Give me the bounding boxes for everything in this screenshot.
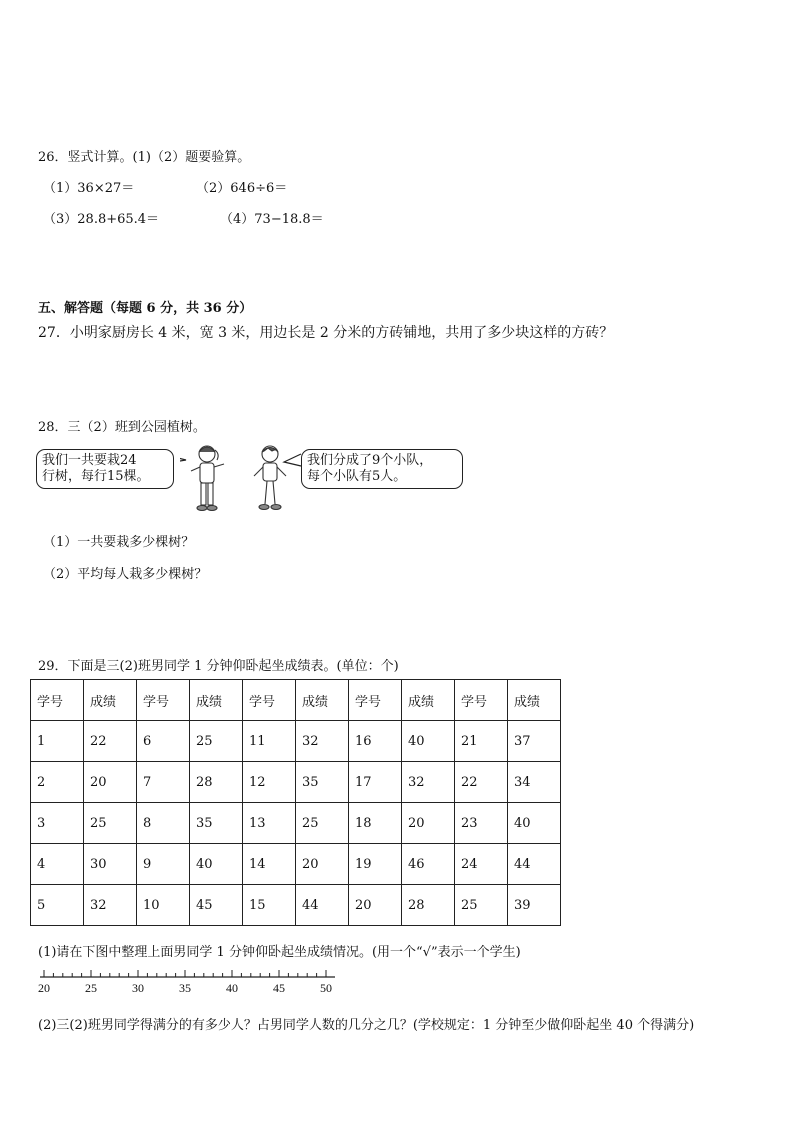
table-cell: 5: [31, 885, 84, 926]
table-cell: 4: [31, 844, 84, 885]
table-cell: 45: [190, 885, 243, 926]
table-cell: 20: [402, 803, 455, 844]
table-cell: 37: [508, 721, 561, 762]
table-header-cell: 学号: [455, 680, 508, 721]
table-cell: 25: [84, 803, 137, 844]
table-cell: 6: [137, 721, 190, 762]
table-cell: 32: [402, 762, 455, 803]
table-row: [31, 844, 561, 885]
table-cell: 23: [455, 803, 508, 844]
girl-figure: [191, 446, 224, 511]
table-row: [31, 721, 561, 762]
table-cell: 21: [455, 721, 508, 762]
table-header-cell: 成绩: [84, 680, 137, 721]
table-cell: 24: [455, 844, 508, 885]
table-header-cell: 学号: [137, 680, 190, 721]
table-cell: 14: [243, 844, 296, 885]
table-cell: 12: [243, 762, 296, 803]
section-5-heading: 五、解答题（每题 6 分，共 36 分）: [38, 301, 253, 316]
table-cell: 25: [455, 885, 508, 926]
question-28-title: 28．三（2）班到公园植树。: [38, 420, 206, 435]
q28-sub-question-1: （1）一共要栽多少棵树？: [43, 535, 195, 550]
table-cell: 19: [349, 844, 402, 885]
table-cell: 25: [296, 803, 349, 844]
bubble-right-line-1: 我们分成了9个小队，: [307, 453, 433, 468]
table-cell: 20: [296, 844, 349, 885]
table-cell: 16: [349, 721, 402, 762]
table-cell: 9: [137, 844, 190, 885]
bubble-left-tail: [180, 454, 186, 464]
table-row: [31, 762, 561, 803]
table-cell: 30: [84, 844, 137, 885]
table-cell: 28: [190, 762, 243, 803]
table-cell: 20: [349, 885, 402, 926]
children-illustration: [180, 440, 305, 520]
q29-sub-question-2: (2)三(2)班男同学得满分的有多少人？占男同学人数的几分之几？(学校规定：1 分钟至少做仰卧起坐 40 个得满分): [38, 1018, 695, 1033]
table-cell: 32: [296, 721, 349, 762]
table-header-cell: 成绩: [508, 680, 561, 721]
table-header-cell: 学号: [31, 680, 84, 721]
table-cell: 46: [402, 844, 455, 885]
table-cell: 22: [84, 721, 137, 762]
table-cell: 35: [296, 762, 349, 803]
number-line-ticks: [44, 970, 326, 977]
bubble-right-line-2: 每个小队有5人。: [307, 469, 407, 484]
speech-bubble-left: [36, 449, 174, 489]
table-header-row: [31, 680, 561, 721]
q29-sub-question-1: (1)请在下图中整理上面男同学 1 分钟仰卧起坐成绩情况。(用一个“√”表示一个学生): [38, 945, 521, 960]
q26-item-2: （2）646÷6＝: [196, 181, 288, 196]
table-cell: 17: [349, 762, 402, 803]
table-cell: 40: [508, 803, 561, 844]
table-cell: 10: [137, 885, 190, 926]
number-line: [30, 965, 350, 997]
q26-item-4: （4）73−18.8＝: [220, 212, 324, 227]
table-cell: 18: [349, 803, 402, 844]
table-cell: 2: [31, 762, 84, 803]
table-row: [31, 803, 561, 844]
table-cell: 15: [243, 885, 296, 926]
q28-sub-question-2: （2）平均每人栽多少棵树？: [43, 567, 208, 582]
q26-item-3: （3）28.8+65.4＝: [43, 212, 160, 227]
table-cell: 13: [243, 803, 296, 844]
table-cell: 22: [455, 762, 508, 803]
table-cell: 32: [84, 885, 137, 926]
table-header-cell: 成绩: [296, 680, 349, 721]
bubble-right-tail: [284, 454, 301, 466]
table-cell: 44: [296, 885, 349, 926]
table-header-cell: 学号: [243, 680, 296, 721]
table-cell: 7: [137, 762, 190, 803]
ruler-label: 25: [85, 981, 97, 995]
ruler-label: 20: [38, 981, 50, 995]
question-29-title: 29．下面是三(2)班男同学 1 分钟仰卧起坐成绩表。(单位：个): [38, 659, 399, 674]
boy-figure: [254, 446, 286, 510]
q26-item-1: （1）36×27＝: [43, 181, 135, 196]
ruler-label: 45: [273, 981, 285, 995]
table-cell: 44: [508, 844, 561, 885]
scores-table: [30, 679, 561, 926]
table-cell: 40: [190, 844, 243, 885]
ruler-label: 50: [320, 981, 332, 995]
table-cell: 35: [190, 803, 243, 844]
table-cell: 34: [508, 762, 561, 803]
table-cell: 25: [190, 721, 243, 762]
table-cell: 20: [84, 762, 137, 803]
table-cell: 28: [402, 885, 455, 926]
table-cell: 40: [402, 721, 455, 762]
table-cell: 39: [508, 885, 561, 926]
question-27: 27．小明家厨房长 4 米，宽 3 米，用边长是 2 分米的方砖铺地，共用了多少块这样的方砖？: [38, 325, 614, 341]
table-header-cell: 成绩: [190, 680, 243, 721]
speech-bubble-right: [301, 449, 463, 489]
question-26-title: 26．竖式计算。(1)（2）题要验算。: [38, 150, 251, 165]
table-header-cell: 学号: [349, 680, 402, 721]
table-cell: 3: [31, 803, 84, 844]
table-cell: 11: [243, 721, 296, 762]
bubble-left-line-1: 我们一共要栽24: [42, 453, 137, 468]
ruler-label: 35: [179, 981, 191, 995]
table-row: [31, 885, 561, 926]
table-cell: 1: [31, 721, 84, 762]
ruler-label: 30: [132, 981, 144, 995]
bubble-left-line-2: 行树，每行15棵。: [42, 469, 150, 484]
ruler-label: 40: [226, 981, 238, 995]
table-cell: 8: [137, 803, 190, 844]
table-header-cell: 成绩: [402, 680, 455, 721]
